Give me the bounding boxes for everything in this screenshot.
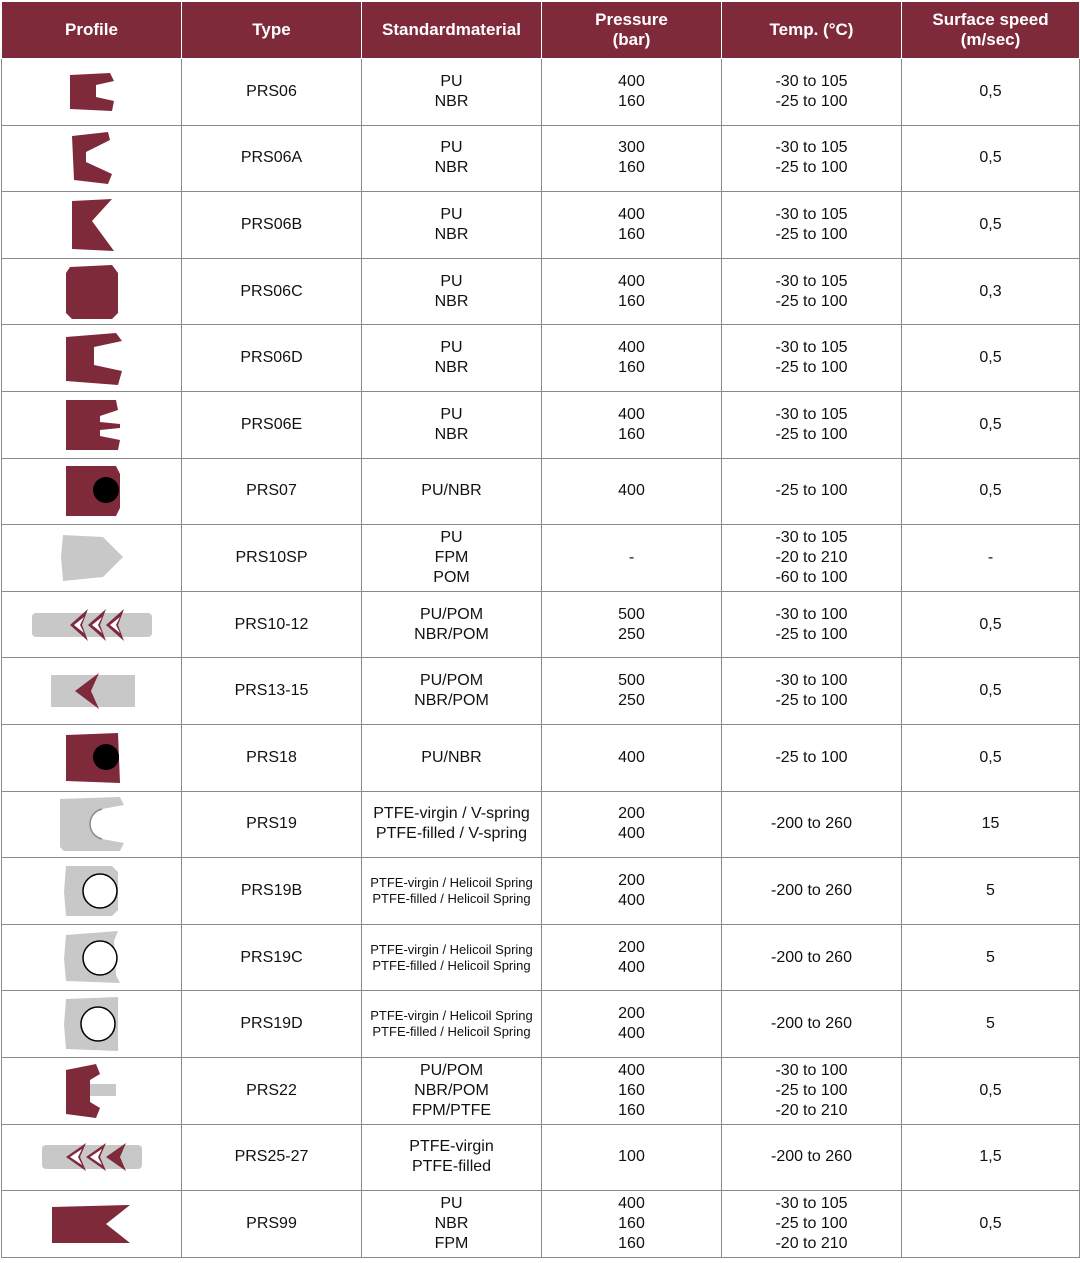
cell-line: -25 to 100 — [775, 748, 848, 766]
speed-cell: 5 — [902, 858, 1080, 925]
profile-cell — [2, 858, 182, 925]
material-cell — [362, 458, 542, 525]
cell-line: PTFE-virgin / Helicoil Spring — [370, 874, 533, 890]
cell-line: 400 — [618, 748, 645, 766]
speed-cell: 0,5 — [902, 658, 1080, 725]
temp-cell — [722, 924, 902, 991]
material-cell — [362, 125, 542, 192]
temp-cell — [722, 791, 902, 858]
temp-cell — [722, 59, 902, 126]
temp-cell — [722, 991, 902, 1058]
table-row — [2, 724, 1080, 791]
cell-line: -30 to 105 — [775, 1194, 848, 1212]
profile-cell — [2, 991, 182, 1058]
cell-line: -30 to 105 — [775, 205, 848, 223]
pressure-cell — [542, 391, 722, 458]
temp-cell — [722, 458, 902, 525]
type-cell: PRS99 — [182, 1191, 362, 1258]
material-cell — [362, 192, 542, 259]
cell-line: -30 to 105 — [775, 272, 848, 290]
speed-cell: 0,5 — [902, 1191, 1080, 1258]
header-pressure-line: Pressure — [595, 10, 668, 29]
material-cell — [362, 791, 542, 858]
cell-line: NBR/POM — [414, 625, 489, 643]
pressure-cell — [542, 924, 722, 991]
material-cell — [362, 924, 542, 991]
header-material: Standardmaterial — [362, 2, 542, 59]
cell-line: NBR — [434, 159, 469, 177]
material-cell — [362, 1057, 542, 1124]
cell-line: 160 — [618, 425, 645, 443]
pressure-cell — [542, 325, 722, 392]
pressure-cell — [542, 458, 722, 525]
cell-line: NBR/POM — [414, 1081, 489, 1099]
material-cell — [362, 391, 542, 458]
cell-line: 400 — [618, 482, 645, 500]
prs10-12-profile-icon — [2, 605, 181, 645]
temp-cell — [722, 325, 902, 392]
profile-cell — [2, 724, 182, 791]
type-cell: PRS06B — [182, 192, 362, 259]
cell-line: 400 — [618, 205, 645, 223]
cell-line: -20 to 210 — [775, 548, 848, 566]
cell-line: 500 — [618, 605, 645, 623]
cell-line: NBR — [434, 1214, 469, 1232]
table-row — [2, 458, 1080, 525]
pressure-cell — [542, 258, 722, 325]
cell-line: -200 to 260 — [771, 948, 852, 966]
cell-line: FPM — [434, 548, 469, 566]
speed-cell: 0,5 — [902, 125, 1080, 192]
cell-line: 400 — [618, 272, 645, 290]
cell-line: -200 to 260 — [771, 1015, 852, 1033]
type-cell: PRS19B — [182, 858, 362, 925]
pressure-cell — [542, 1191, 722, 1258]
cell-line: -25 to 100 — [775, 625, 848, 643]
cell-line: 200 — [618, 805, 645, 823]
cell-line: PU — [440, 72, 463, 90]
material-cell — [362, 991, 542, 1058]
seal-profile-table — [1, 1, 1080, 1258]
cell-line: NBR — [434, 359, 469, 377]
cell-line: 160 — [618, 292, 645, 310]
type-cell: PRS06E — [182, 391, 362, 458]
material-cell — [362, 59, 542, 126]
profile-cell — [2, 258, 182, 325]
material-cell — [362, 591, 542, 658]
type-cell: PRS25-27 — [182, 1124, 362, 1191]
cell-line: -30 to 105 — [775, 72, 848, 90]
cell-line: PU — [440, 139, 463, 157]
profile-cell — [2, 391, 182, 458]
cell-line: 400 — [618, 405, 645, 423]
cell-line: -30 to 105 — [775, 405, 848, 423]
header-speed-line: Surface speed — [932, 10, 1049, 29]
prs06d-profile-icon — [2, 329, 181, 387]
cell-line: 400 — [618, 891, 645, 909]
material-cell — [362, 1191, 542, 1258]
cell-line: POM — [433, 568, 470, 586]
pressure-cell — [542, 658, 722, 725]
speed-cell: 5 — [902, 991, 1080, 1058]
table-row — [2, 858, 1080, 925]
material-cell — [362, 258, 542, 325]
table-row — [2, 1191, 1080, 1258]
table-row — [2, 192, 1080, 259]
speed-cell: - — [902, 525, 1080, 592]
prs06-profile-icon — [2, 67, 181, 117]
prs19b-profile-icon — [2, 862, 181, 920]
cell-line: -25 to 100 — [775, 482, 848, 500]
header-speed — [902, 2, 1080, 59]
profile-cell — [2, 924, 182, 991]
material-cell — [362, 525, 542, 592]
pressure-cell — [542, 991, 722, 1058]
header-speed-unit: (m/sec) — [960, 30, 1021, 49]
type-cell: PRS19C — [182, 924, 362, 991]
cell-line: PU — [440, 1194, 463, 1212]
cell-line: -25 to 100 — [775, 1081, 848, 1099]
profile-cell — [2, 1124, 182, 1191]
cell-line: FPM/PTFE — [411, 1101, 492, 1119]
cell-line: 250 — [618, 692, 645, 710]
cell-line: -60 to 100 — [775, 568, 848, 586]
prs13-15-profile-icon — [2, 669, 181, 713]
prs06b-profile-icon — [2, 197, 181, 253]
cell-line: PU — [440, 272, 463, 290]
type-cell: PRS06A — [182, 125, 362, 192]
profile-cell — [2, 1191, 182, 1258]
cell-line: PU/NBR — [421, 482, 482, 500]
cell-line: PU — [440, 528, 463, 546]
cell-line: -200 to 260 — [771, 881, 852, 899]
prs22-profile-icon — [2, 1062, 181, 1120]
profile-cell — [2, 325, 182, 392]
cell-line: NBR/POM — [414, 692, 489, 710]
profile-cell — [2, 458, 182, 525]
table-row — [2, 125, 1080, 192]
table-row — [2, 325, 1080, 392]
cell-line: -30 to 100 — [775, 605, 848, 623]
speed-cell: 0,5 — [902, 591, 1080, 658]
cell-line: 160 — [618, 1234, 645, 1252]
header-pressure-unit: (bar) — [612, 30, 651, 49]
material-cell — [362, 325, 542, 392]
cell-line: 160 — [618, 359, 645, 377]
table-row — [2, 1057, 1080, 1124]
cell-line: PU — [440, 205, 463, 223]
cell-line: 300 — [618, 139, 645, 157]
temp-cell — [722, 1124, 902, 1191]
table-row — [2, 258, 1080, 325]
cell-line: 400 — [618, 72, 645, 90]
prs06e-profile-icon — [2, 396, 181, 454]
cell-line: 400 — [618, 1061, 645, 1079]
header-pressure — [542, 2, 722, 59]
cell-line: -25 to 100 — [775, 225, 848, 243]
pressure-cell — [542, 192, 722, 259]
cell-line: PU/POM — [419, 672, 484, 690]
cell-line: 160 — [618, 225, 645, 243]
cell-line: 160 — [618, 1101, 645, 1119]
pressure-cell — [542, 59, 722, 126]
profile-cell — [2, 525, 182, 592]
cell-line: 250 — [618, 625, 645, 643]
pressure-cell — [542, 791, 722, 858]
pressure-cell — [542, 724, 722, 791]
pressure-cell — [542, 125, 722, 192]
cell-line: PTFE-virgin / Helicoil Spring — [370, 941, 533, 957]
table-row — [2, 525, 1080, 592]
cell-line: PTFE-virgin / Helicoil Spring — [370, 1008, 533, 1024]
cell-line: 160 — [618, 1214, 645, 1232]
header-temp: Temp. (°C) — [722, 2, 902, 59]
speed-cell: 0,5 — [902, 724, 1080, 791]
profile-cell — [2, 1057, 182, 1124]
temp-cell — [722, 258, 902, 325]
pressure-cell — [542, 591, 722, 658]
temp-cell — [722, 525, 902, 592]
cell-line: PU/NBR — [421, 748, 482, 766]
temp-cell — [722, 658, 902, 725]
cell-line: 160 — [618, 92, 645, 110]
prs18-profile-icon — [2, 729, 181, 787]
pressure-cell — [542, 858, 722, 925]
cell-line: FPM — [434, 1234, 469, 1252]
cell-line: NBR — [434, 92, 469, 110]
table-row — [2, 1124, 1080, 1191]
table-row — [2, 658, 1080, 725]
speed-cell: 0,5 — [902, 192, 1080, 259]
cell-line: PTFE-virgin / V-spring — [373, 805, 530, 823]
cell-line: PTFE-filled / Helicoil Spring — [372, 957, 531, 973]
temp-cell — [722, 1057, 902, 1124]
type-cell: PRS10SP — [182, 525, 362, 592]
cell-line: 200 — [618, 871, 645, 889]
table-row — [2, 924, 1080, 991]
cell-line: 200 — [618, 1005, 645, 1023]
cell-line: PU — [440, 405, 463, 423]
type-cell: PRS10-12 — [182, 591, 362, 658]
cell-line: -30 to 100 — [775, 1061, 848, 1079]
header-row — [2, 2, 1080, 59]
cell-line: 160 — [618, 1081, 645, 1099]
cell-line: -30 to 105 — [775, 339, 848, 357]
cell-line: 160 — [618, 159, 645, 177]
prs06c-profile-icon — [2, 263, 181, 321]
table-row — [2, 391, 1080, 458]
cell-line: PTFE-virgin — [409, 1138, 494, 1156]
temp-cell — [722, 724, 902, 791]
cell-line: -25 to 100 — [775, 1214, 848, 1232]
pressure-cell — [542, 1124, 722, 1191]
prs07-profile-icon — [2, 462, 181, 520]
cell-line: - — [628, 548, 635, 566]
speed-cell: 15 — [902, 791, 1080, 858]
cell-line: -25 to 100 — [775, 359, 848, 377]
cell-line: -30 to 105 — [775, 528, 848, 546]
temp-cell — [722, 858, 902, 925]
cell-line: PU/POM — [419, 605, 484, 623]
cell-line: PTFE-filled / Helicoil Spring — [372, 1024, 531, 1040]
profile-cell — [2, 192, 182, 259]
cell-line: 400 — [618, 339, 645, 357]
header-profile: Profile — [2, 2, 182, 59]
temp-cell — [722, 1191, 902, 1258]
cell-line: 400 — [618, 1025, 645, 1043]
cell-line: PTFE-filled — [411, 1158, 492, 1176]
table-row — [2, 591, 1080, 658]
profile-cell — [2, 791, 182, 858]
type-cell: PRS22 — [182, 1057, 362, 1124]
cell-line: -20 to 210 — [775, 1234, 848, 1252]
type-cell: PRS06C — [182, 258, 362, 325]
cell-line: -25 to 100 — [775, 159, 848, 177]
cell-line: PTFE-filled / V-spring — [375, 825, 528, 843]
profile-cell — [2, 125, 182, 192]
type-cell: PRS07 — [182, 458, 362, 525]
type-cell: PRS19 — [182, 791, 362, 858]
cell-line: 400 — [618, 825, 645, 843]
type-cell: PRS18 — [182, 724, 362, 791]
cell-line: -25 to 100 — [775, 425, 848, 443]
cell-line: -200 to 260 — [771, 1148, 852, 1166]
type-cell: PRS06D — [182, 325, 362, 392]
profile-cell — [2, 591, 182, 658]
temp-cell — [722, 591, 902, 658]
speed-cell: 1,5 — [902, 1124, 1080, 1191]
cell-line: -30 to 105 — [775, 139, 848, 157]
speed-cell: 0,3 — [902, 258, 1080, 325]
type-cell: PRS06 — [182, 59, 362, 126]
cell-line: 100 — [618, 1148, 645, 1166]
prs99-profile-icon — [2, 1201, 181, 1247]
table-row — [2, 791, 1080, 858]
prs10sp-profile-icon — [2, 531, 181, 585]
cell-line: NBR — [434, 225, 469, 243]
prs19c-profile-icon — [2, 929, 181, 987]
prs25-27-profile-icon — [2, 1137, 181, 1177]
temp-cell — [722, 125, 902, 192]
type-cell: PRS19D — [182, 991, 362, 1058]
material-cell — [362, 658, 542, 725]
profile-cell — [2, 658, 182, 725]
cell-line: -20 to 210 — [775, 1101, 848, 1119]
cell-line: 200 — [618, 938, 645, 956]
material-cell — [362, 724, 542, 791]
speed-cell: 0,5 — [902, 391, 1080, 458]
cell-line: PU — [440, 339, 463, 357]
speed-cell: 0,5 — [902, 458, 1080, 525]
type-cell: PRS13-15 — [182, 658, 362, 725]
cell-line: PU/POM — [419, 1061, 484, 1079]
pressure-cell — [542, 525, 722, 592]
cell-line: PTFE-filled / Helicoil Spring — [372, 890, 531, 906]
cell-line: NBR — [434, 292, 469, 310]
cell-line: 400 — [618, 958, 645, 976]
prs06a-profile-icon — [2, 130, 181, 186]
pressure-cell — [542, 1057, 722, 1124]
cell-line: -25 to 100 — [775, 92, 848, 110]
temp-cell — [722, 192, 902, 259]
speed-cell: 5 — [902, 924, 1080, 991]
cell-line: 500 — [618, 672, 645, 690]
cell-line: -30 to 100 — [775, 672, 848, 690]
profile-cell — [2, 59, 182, 126]
cell-line: 400 — [618, 1194, 645, 1212]
cell-line: NBR — [434, 425, 469, 443]
header-type: Type — [182, 2, 362, 59]
speed-cell: 0,5 — [902, 325, 1080, 392]
cell-line: -200 to 260 — [771, 815, 852, 833]
prs19-profile-icon — [2, 795, 181, 853]
table-row — [2, 991, 1080, 1058]
temp-cell — [722, 391, 902, 458]
prs19d-profile-icon — [2, 995, 181, 1053]
material-cell — [362, 1124, 542, 1191]
cell-line: -25 to 100 — [775, 692, 848, 710]
speed-cell: 0,5 — [902, 59, 1080, 126]
speed-cell: 0,5 — [902, 1057, 1080, 1124]
table-row — [2, 59, 1080, 126]
cell-line: -25 to 100 — [775, 292, 848, 310]
material-cell — [362, 858, 542, 925]
